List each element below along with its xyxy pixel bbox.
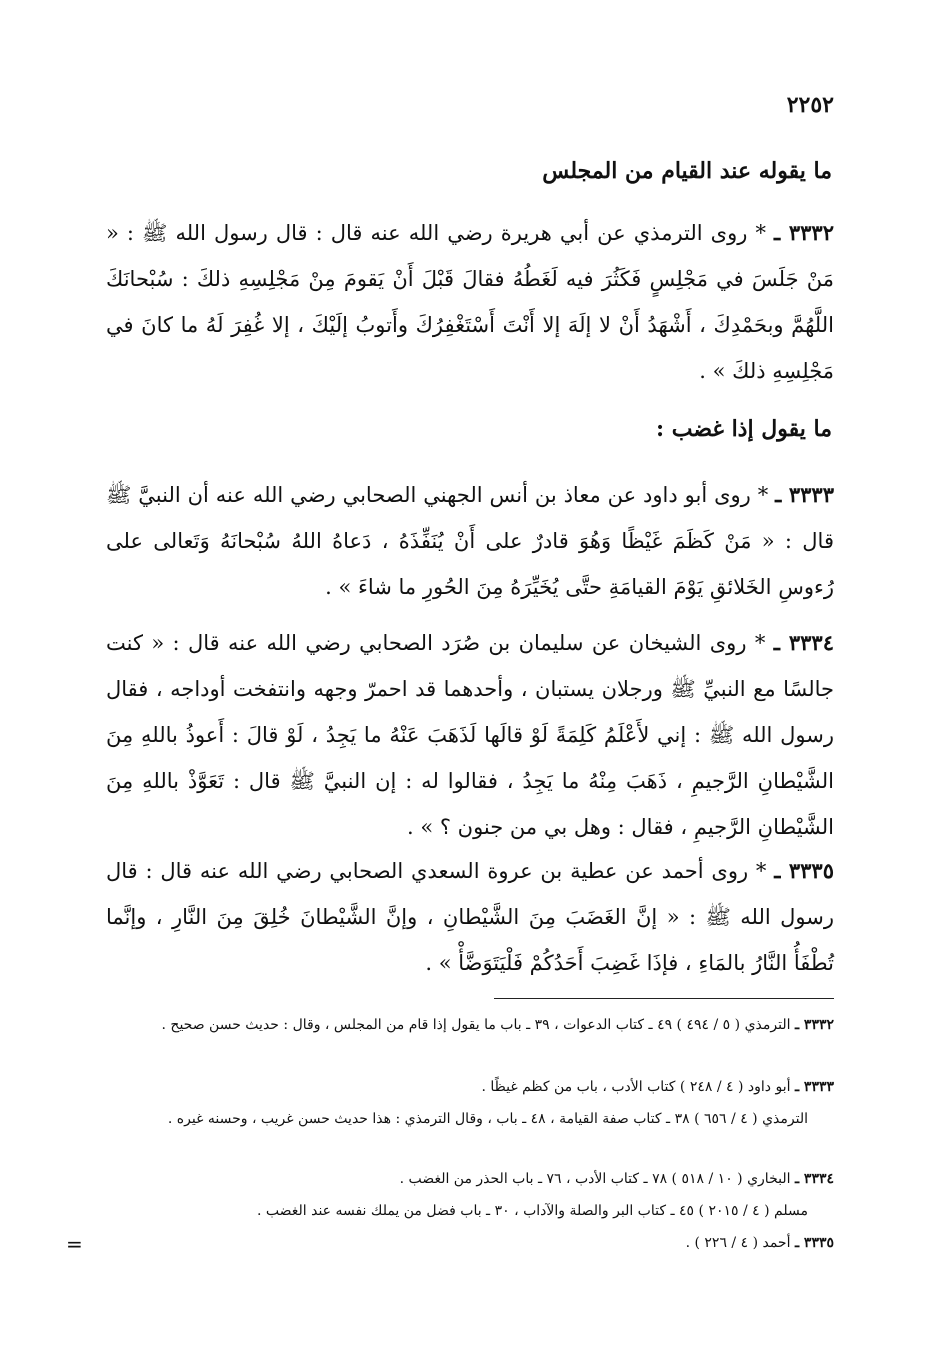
footnote-divider xyxy=(494,998,834,999)
footnote-3333 xyxy=(112,1072,834,1102)
footnote-text: مسلم ( ٤ / ٢٠١٥ ) ٤٥ ـ كتاب البر والصلة والآداب ، ٣٠ ـ باب فضل من يملك نفسه عند الغضب . xyxy=(256,1203,808,1219)
footnote-number: ٣٣٣٢ ـ xyxy=(794,1017,834,1033)
footnote-number: ٣٣٣٥ ـ xyxy=(794,1235,834,1251)
hadith-text: * روى الترمذي عن أبي هريرة رضي الله عنه قال : قال رسول الله ﷺ : « مَنْ جَلَسَ في مَجْلِسٍ فَكَثُرَ فيه لَغَطُهُ فقالَ قَبْلَ أَنْ يَقومَ مِنْ مَجْلِسِهِ ذلكَ : سُبْحانَكَ اللَّهُمَّ وبحَمْدِكَ ، أَشْهَدُ أَنْ لا إلَهَ إلا أَنْتَ أَسْتَغْفِرُكَ وأَتوبُ إلَيْكَ ، إلا غُفِرَ لَهُ ما كانَ في مَجْلِسِهِ ذلكَ » . xyxy=(106,221,834,383)
hadith-number: ٣٣٣٤ ـ xyxy=(773,630,834,655)
section-heading-leaving-gathering: ما يقوله عند القيام من المجلس xyxy=(542,158,832,184)
hadith-text: * روى أحمد عن عطية بن عروة السعدي الصحابي رضي الله عنه قال : قال رسول الله ﷺ : « إنَّ الغَضَبَ مِنَ الشَّيْطانِ ، وإنَّ الشَّيْطانَ خُلِقَ مِنَ النَّارِ ، وإنَّما تُطْفَأُ النَّارُ بالمَاءِ ، فإذَا غَضِبَ أَحَدُكُمْ فَلْيَتَوَضَّأْ » . xyxy=(106,859,834,975)
footnote-3334 xyxy=(112,1164,834,1194)
footnote-number: ٣٣٣٣ ـ xyxy=(794,1079,834,1095)
footnote-3333-tirmidhi xyxy=(112,1104,808,1134)
hadith-3334 xyxy=(106,620,834,850)
hadith-3335 xyxy=(106,848,834,986)
footnote-3332 xyxy=(112,1010,834,1040)
hadith-number: ٣٣٣٣ ـ xyxy=(775,482,834,507)
hadith-number: ٣٣٣٥ ـ xyxy=(774,858,834,883)
section-heading-when-angry: ما يقول إذا غضب : xyxy=(655,416,832,442)
hadith-3332 xyxy=(106,210,834,394)
hadith-number: ٣٣٣٢ ـ xyxy=(774,220,834,245)
hadith-3333 xyxy=(106,472,834,610)
hadith-text: * روى الشيخان عن سليمان بن صُرَد الصحابي رضي الله عنه قال : « كنت جالسًا مع النبيِّ ﷺ ورجلان يستبان ، وأحدهما قد احمرّ وجهه وانتفخت أوداجه ، فقال رسول الله ﷺ : إني لأَعْلَمُ كَلِمَةً لَوْ قالَها لَذَهَبَ عَنْهُ ما يَجِدُ ، لَوْ قالَ : أَعوذُ باللهِ مِنَ الشَّيْطانِ الرَّجيمِ ، ذَهَبَ مِنْهُ ما يَجِدُ ، فقالوا له : إن النبيَّ ﷺ قال : تَعَوَّذْ باللهِ مِنَ الشَّيْطانِ الرَّجيمِ ، فقال : وهل بي من جنون ؟ » . xyxy=(106,631,835,839)
footnote-3335 xyxy=(112,1228,834,1258)
footnote-text: الترمذي ( ٤ / ٦٥٦ ) ٣٨ ـ كتاب صفة القيامة ، ٤٨ ـ باب ، وقال الترمذي : هذا حديث حسن غريب ، وحسنه غيره . xyxy=(167,1111,808,1127)
margin-equals-mark: = xyxy=(66,1232,83,1256)
footnote-text: أحمد ( ٤ / ٢٢٦ ) . xyxy=(685,1235,791,1251)
footnote-number: ٣٣٣٤ ـ xyxy=(794,1171,834,1187)
hadith-text: * روى أبو داود عن معاذ بن أنس الجهني الصحابي رضي الله عنه أن النبيَّ ﷺ قال : « مَنْ كَظَمَ غَيْظًا وَهُوَ قادرٌ على أَنْ يُنَفِّذَهُ ، دَعاهُ اللهُ سُبْحانَهُ وَتَعالى على رُءوسِ الخَلائقِ يَوْمَ القيامَةِ حتَّى يُخَيِّرَهُ مِنَ الحُورِ ما شاءَ » . xyxy=(106,483,834,599)
footnote-text: الترمذي ( ٥ / ٤٩٤ ) ٤٩ ـ كتاب الدعوات ، ٣٩ ـ باب ما يقول إذا قام من المجلس ، وقال : حديث حسن صحيح . xyxy=(161,1017,791,1033)
page-number: ٢٢٥٢ xyxy=(786,92,834,118)
footnote-text: البخاري ( ١٠ / ٥١٨ ) ٧٨ ـ كتاب الأدب ، ٧٦ ـ باب الحذر من الغضب . xyxy=(399,1171,791,1187)
footnote-text: أبو داود ( ٤ / ٢٤٨ ) كتاب الأدب ، باب من كظم غيظًا . xyxy=(481,1079,791,1095)
footnote-3334-muslim xyxy=(112,1196,808,1226)
